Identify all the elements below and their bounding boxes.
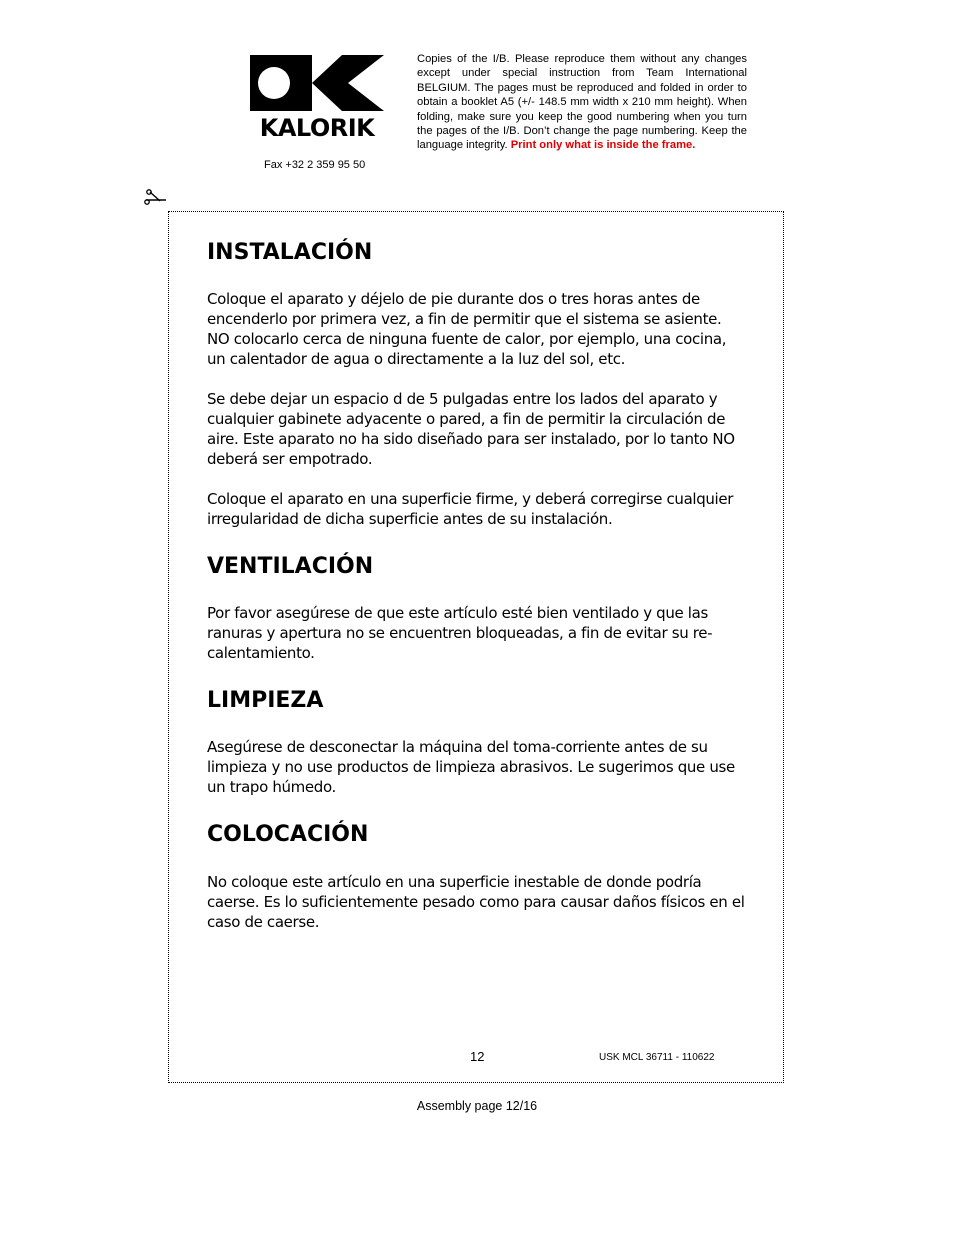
instruction-text: Copies of the I/B. Please reproduce them without any changes except under special instruction from Team International BELGIUM. The pages must be reproduced and folded in order to obtain a booklet A5 (+/- 148.5 mm width x 210 mm height). When folding, make sure you keep the good numbering when you turn the pages of the I/B. Don’t change the page numbering. Keep the language integrity. <box>417 53 747 152</box>
placement-paragraph: No coloque este artículo en una superficie inestable de donde podría caerse. Es lo suficientemente pesado como para causar daños físicos en el caso de caerse. <box>207 873 745 931</box>
section-heading-placement: COLOCACIÓN <box>207 822 369 847</box>
reproduction-instructions <box>417 52 747 153</box>
section-heading-ventilation: VENTILACIÓN <box>207 554 374 579</box>
kalorik-logo <box>250 55 384 143</box>
section-heading-installation: INSTALACIÓN <box>207 240 373 265</box>
page-number: 12 <box>470 1049 485 1064</box>
assembly-page: Assembly page 12/16 <box>416 1099 538 1113</box>
fax-number: Fax +32 2 359 95 50 <box>264 159 366 171</box>
page-content <box>207 238 747 932</box>
scissors-icon <box>144 188 168 208</box>
kalorik-k-icon <box>250 55 384 111</box>
document-code: USK MCL 36711 - 110622 <box>599 1052 715 1063</box>
instruction-warning: Print only what is inside the frame. <box>510 139 696 152</box>
installation-paragraph-1: Coloque el aparato y déjelo de pie durante dos o tres horas antes de encenderlo por primera vez, a fin de permitir que el sistema se asiente. NO colocarlo cerca de ninguna fuente de calor, por ejemplo, una cocina, un calentador de agua o directamente a la luz del sol, etc. <box>207 290 727 368</box>
installation-paragraph-2: Se debe dejar un espacio d de 5 pulgadas entre los lados del aparato y cualquier gabinete adyacente o pared, a fin de permitir la circulación de aire. Este aparato no ha sido diseñado para ser instalado, por lo tanto NO deberá ser empotrado. <box>207 390 735 468</box>
cleaning-paragraph: Asegúrese de desconectar la máquina del toma-corriente antes de su limpieza y no use productos de limpieza abrasivos. Le sugerimos que use un trapo húmedo. <box>207 738 735 796</box>
section-heading-cleaning: LIMPIEZA <box>207 688 324 713</box>
ventilation-paragraph: Por favor asegúrese de que este artículo esté bien ventilado y que las ranuras y apertura no se encuentren bloqueadas, a fin de evitar su re-calentamiento. <box>207 604 713 662</box>
logo-wordmark: KALORIK <box>259 114 375 142</box>
installation-paragraph-3: Coloque el aparato en una superficie firme, y deberá corregirse cualquier irregularidad de dicha superficie antes de su instalación. <box>207 490 734 528</box>
